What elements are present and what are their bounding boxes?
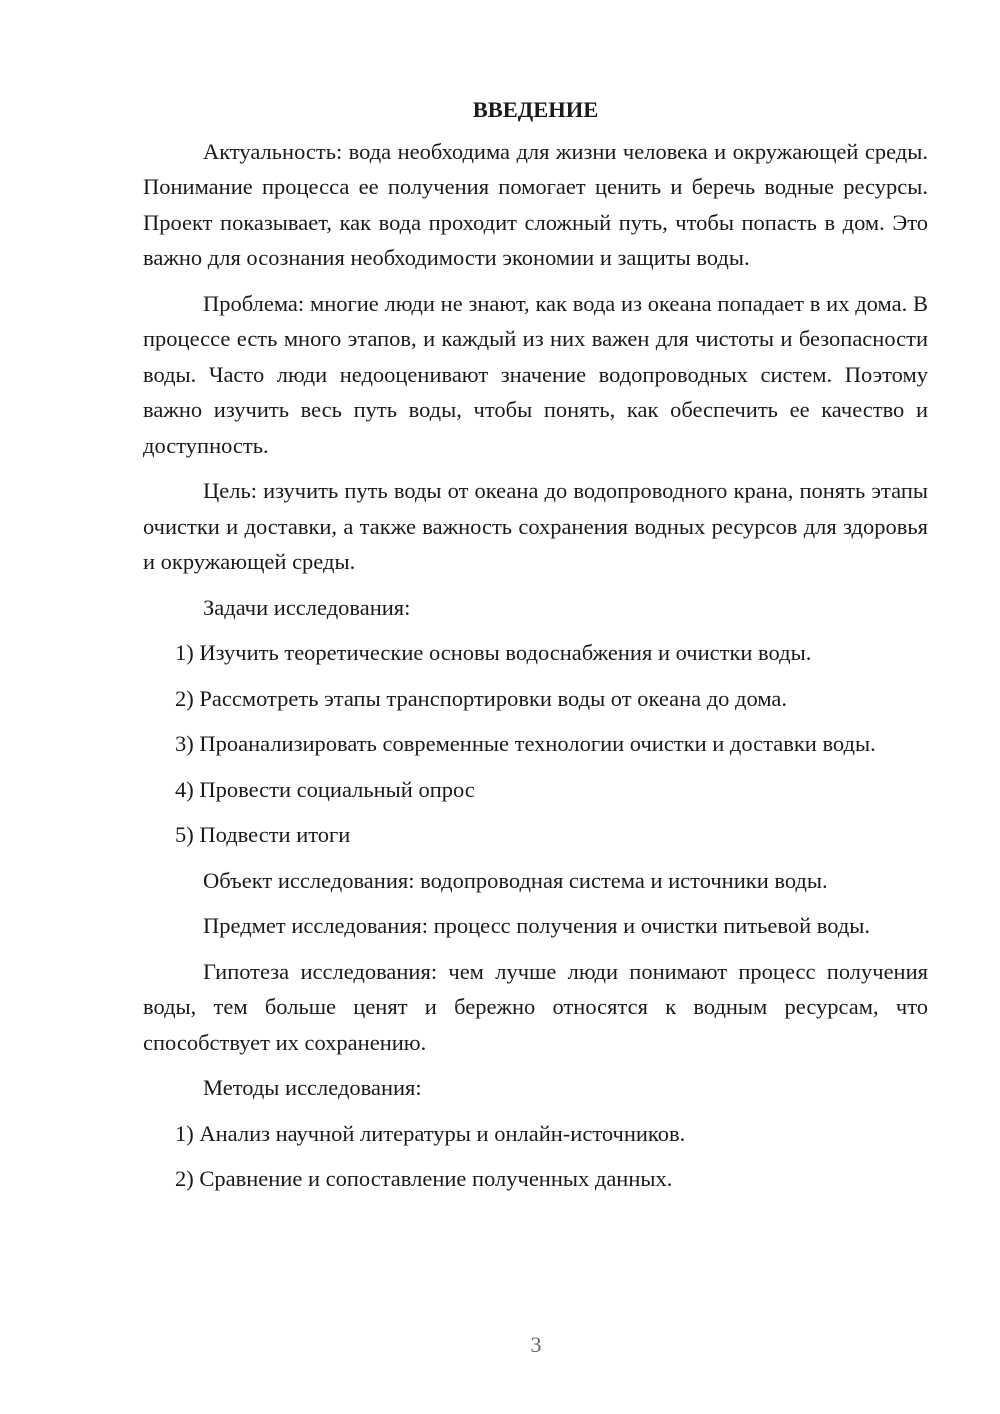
task-item-5: 5) Подвести итоги — [175, 822, 351, 847]
section-title: ВВЕДЕНИЕ — [472, 97, 599, 122]
paragraph-goal: Цель: изучить путь воды от океана до водопроводного крана, понять этапы очистки и доставки, а также важность сохранения водных ресурсов для здоровья и окружающей среды. — [143, 478, 928, 574]
method-item-1: 1) Анализ научной литературы и онлайн-источников. — [175, 1120, 686, 1146]
paragraph-methods-heading: Методы исследования: — [203, 1075, 422, 1100]
document-page — [143, 92, 928, 1207]
paragraph-hypothesis: Гипотеза исследования: чем лучше люди понимают процесс получения воды, тем больше ценят и бережно относятся к водным ресурсам, что способствует их сохранению. — [143, 958, 928, 1055]
paragraph-relevance: Актуальность: вода необходима для жизни человека и окружающей среды. Понимание процесса ее получения помогает ценить и беречь водные ресурсы. Проект показывает, как вода проходит сложный путь, чтобы попасть в дом. Это важно для осознания необходимости экономии и защиты воды. — [143, 138, 928, 270]
paragraph-subject: Предмет исследования: процесс получения и очистки питьевой воды. — [203, 913, 871, 938]
page-number: 3 — [530, 1332, 542, 1357]
task-item-2: 2) Рассмотреть этапы транспортировки воды от океана до дома. — [175, 685, 788, 711]
task-item-3: 3) Проанализировать современные технологии очистки и доставки воды. — [175, 731, 876, 756]
paragraph-object: Объект исследования: водопроводная система и источники воды. — [203, 867, 828, 893]
task-item-1: 1) Изучить теоретические основы водоснабжения и очистки воды. — [175, 640, 812, 665]
task-item-4: 4) Провести социальный опрос — [175, 776, 475, 802]
method-item-2: 2) Сравнение и сопоставление полученных данных. — [175, 1166, 673, 1191]
paragraph-tasks-heading: Задачи исследования: — [203, 594, 411, 620]
paragraph-problem: Проблема: многие люди не знают, как вода из океана попадает в их дома. В процессе есть много этапов, и каждый из них важен для чистоты и безопасности воды. Часто люди недооценивают значение водопроводных систем. Поэтому важно изучить весь путь воды, чтобы понять, как обеспечить ее качество и доступность. — [143, 290, 928, 458]
